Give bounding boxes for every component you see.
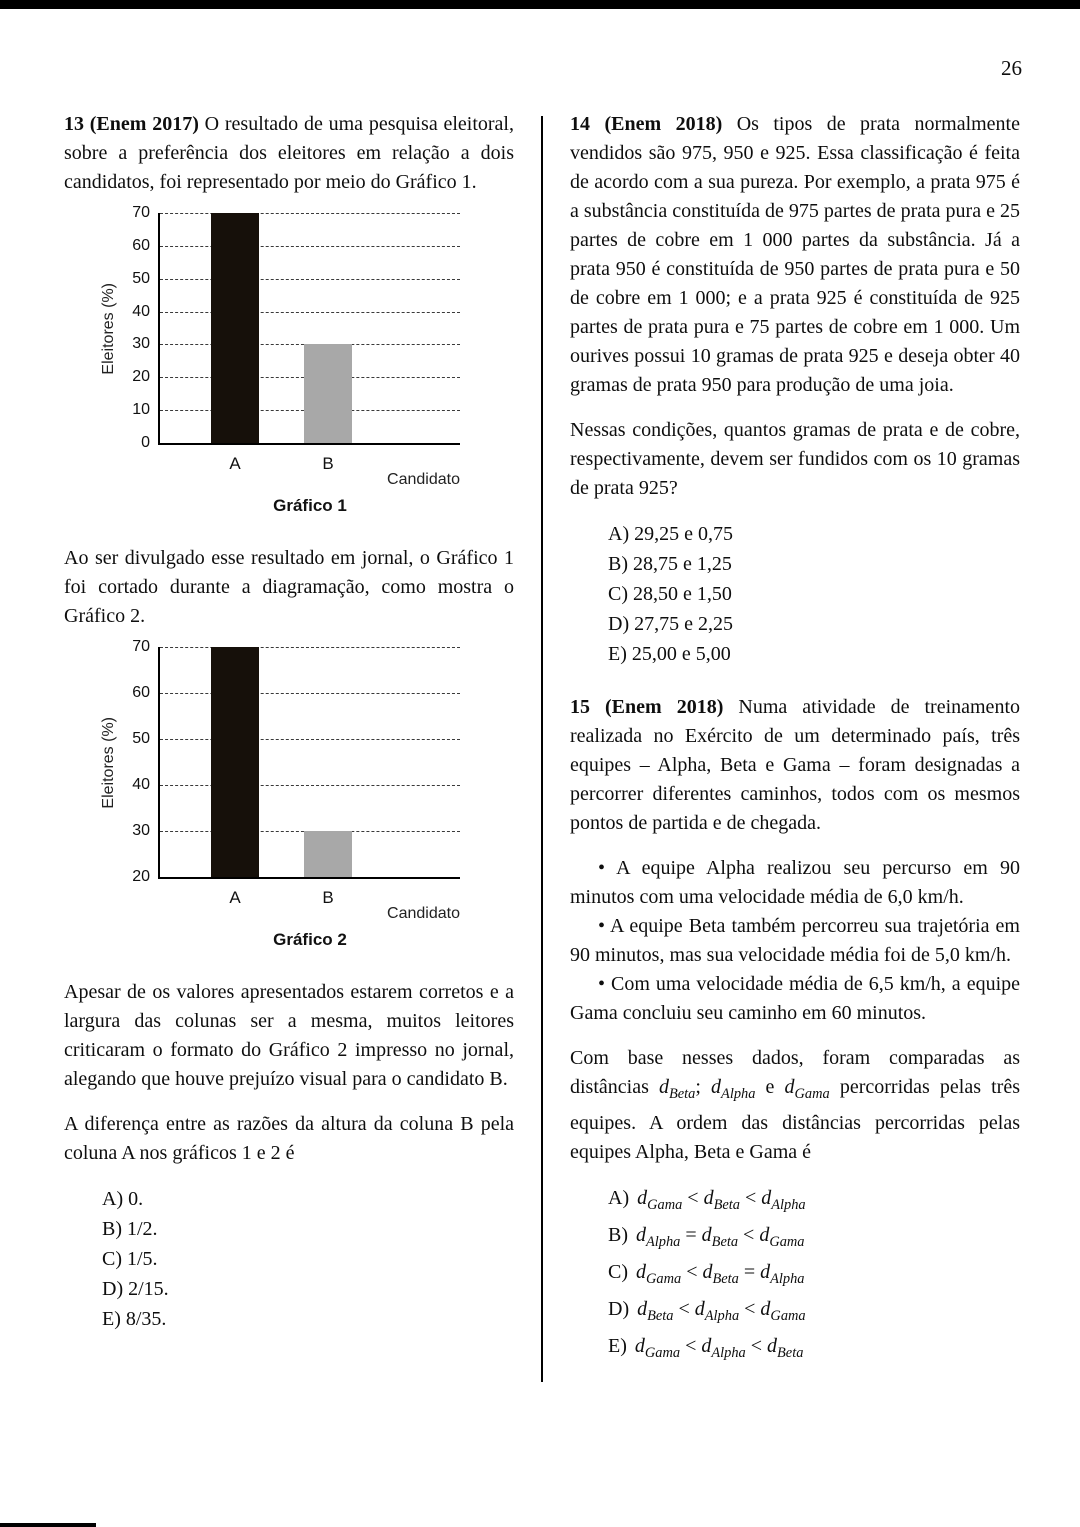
chart-plot-area xyxy=(158,647,460,879)
math-subscript: Beta xyxy=(713,1197,740,1213)
bullet-gama: • Com uma velocidade média de 6,5 km/h, a equipe Gama concluiu seu caminho em 60 minutos. xyxy=(570,973,1020,1024)
y-axis-label xyxy=(94,647,122,879)
question-15-bullets xyxy=(570,854,1020,1028)
question-13-para4: A diferença entre as razões da altura da coluna B pela coluna A nos gráficos 1 e 2 é xyxy=(64,1113,514,1164)
chart-caption: Gráfico 2 xyxy=(273,930,347,949)
option-14-a: A) 29,25 e 0,75 xyxy=(608,523,733,545)
math-variable: $d_{Alpha}$ xyxy=(636,1224,681,1250)
math-variable: $d_{Alpha}$ xyxy=(701,1335,746,1361)
question-15-options xyxy=(608,1183,1020,1368)
grafico-1-chart xyxy=(94,204,462,520)
math-subscript: Beta xyxy=(712,1271,739,1287)
option-15-a xyxy=(608,1183,1020,1220)
math-variable: $d_{Gama}$ xyxy=(634,1335,681,1361)
math-variable: $d_{Beta}$ xyxy=(702,1261,739,1287)
math-variable: $d_{Alpha}$ xyxy=(694,1298,740,1324)
math-subscript: Alpha xyxy=(771,1197,806,1213)
chart-plot-area xyxy=(158,213,460,445)
y-tick-label: 60 xyxy=(132,684,150,701)
math-subscript: Gama xyxy=(769,1234,805,1250)
chart-body xyxy=(94,638,462,885)
bullet-alpha: • A equipe Alpha realizou seu percurso em 90 minutos com uma velocidade média de 6,0 km/h. xyxy=(570,857,1020,908)
left-column xyxy=(64,110,514,1392)
y-tick-label: 60 xyxy=(132,236,150,254)
option-letter: E) xyxy=(608,1335,627,1357)
option-15-b xyxy=(608,1220,1020,1257)
math-variable: $d_{Alpha}$ xyxy=(760,1261,805,1287)
question-15-intro: 15 (Enem 2018) Numa atividade de treinamento realizada no Exército de um determinado país, três equipes – Alpha, Beta e Gama – foram designadas a percorrer diferentes caminhos, todos com os mesmos pontos de partida e de chegada. xyxy=(570,696,1020,834)
y-tick-label: 20 xyxy=(132,368,150,386)
gridline xyxy=(160,213,460,214)
option-math: $d_{Beta} < d_{Alpha} < d_{Gama}$ xyxy=(637,1298,806,1324)
page-number: 26 xyxy=(1001,56,1022,80)
option-15-c xyxy=(608,1257,1020,1294)
math-variable: $d_{Gama}$ xyxy=(784,1076,830,1102)
option-letter: B) xyxy=(608,1224,628,1246)
math-subscript: Beta xyxy=(647,1308,674,1324)
question-15-label: 15 (Enem 2018) xyxy=(570,696,724,718)
math-variable: $d_{Beta}$ xyxy=(658,1076,696,1102)
math-subscript: Alpha xyxy=(646,1234,681,1250)
math-subscript: Alpha xyxy=(704,1308,740,1324)
question-13-para2: Ao ser divulgado esse resultado em jornal, o Gráfico 1 foi cortado durante a diagramação, como mostra o Gráfico 2. xyxy=(64,547,514,627)
math-variable: $d_{Beta}$ xyxy=(637,1298,674,1324)
y-tick-label: 10 xyxy=(132,401,150,419)
y-axis-ticks xyxy=(122,638,158,885)
option-14-c: C) 28,50 e 1,50 xyxy=(608,583,732,605)
y-tick-label: 50 xyxy=(132,269,150,287)
x-category-label: A xyxy=(229,888,241,907)
y-axis-label-text: Eleitores (%) xyxy=(99,283,117,375)
y-tick-label: 0 xyxy=(141,434,150,451)
option-15-e xyxy=(608,1331,1020,1368)
question-13-para3: Apesar de os valores apresentados estarem corretos e a largura das colunas ser a mesma, muitos leitores criticaram o formato do Gráfico 2 impresso no jornal, alegando que houve prejuízo visual para o candidato B. xyxy=(64,981,514,1090)
x-axis-row xyxy=(160,445,460,489)
math-variable: $d_{Alpha}$ xyxy=(711,1076,756,1102)
question-14-question: Nessas condições, quantos gramas de prata e de cobre, respectivamente, devem ser fundidos com os 10 gramas de prata 925? xyxy=(570,419,1020,499)
page-top-edge xyxy=(0,0,1080,9)
gridline xyxy=(160,739,460,740)
option-letter: D) xyxy=(608,1298,630,1320)
option-13-d: D) 2/15. xyxy=(102,1278,169,1300)
option-14-d: D) 27,75 e 2,25 xyxy=(608,613,733,635)
page-bottom-edge xyxy=(0,1523,96,1527)
gridline xyxy=(160,246,460,247)
math-subscript: Gama xyxy=(644,1345,681,1361)
math-variable: $d_{Gama}$ xyxy=(637,1187,683,1213)
question-13-label: 13 (Enem 2017) xyxy=(64,113,199,135)
chart-body xyxy=(94,204,462,451)
option-math: $d_{Alpha} = d_{Beta} < d_{Gama}$ xyxy=(636,1224,805,1250)
y-axis-label xyxy=(94,213,122,445)
x-axis-row xyxy=(160,879,460,923)
y-axis-label-text: Eleitores (%) xyxy=(99,717,117,809)
column-divider xyxy=(541,116,543,1382)
option-13-b: B) 1/2. xyxy=(102,1218,158,1240)
x-axis-label: Candidato xyxy=(387,905,460,922)
option-letter: C) xyxy=(608,1261,628,1283)
bullet-beta: • A equipe Beta também percorreu sua trajetória em 90 minutos, mas sua velocidade média foi de 5,0 km/h. xyxy=(570,915,1020,966)
gridline xyxy=(160,279,460,280)
bar-candidate-b xyxy=(304,831,352,877)
gridline xyxy=(160,647,460,648)
question-14-label: 14 (Enem 2018) xyxy=(570,113,723,135)
math-variable: $d_{Gama}$ xyxy=(759,1224,805,1250)
math-subscript: Gama xyxy=(794,1086,830,1102)
option-13-a: A) 0. xyxy=(102,1188,144,1210)
question-14-options xyxy=(608,519,1020,669)
option-13-e: E) 8/35. xyxy=(102,1308,167,1330)
option-math: $d_{Gama} < d_{Alpha} < d_{Beta}$ xyxy=(634,1335,804,1361)
y-tick-label: 30 xyxy=(132,335,150,353)
y-tick-label: 70 xyxy=(132,638,150,655)
math-subscript: Beta xyxy=(668,1086,696,1102)
gridline xyxy=(160,785,460,786)
option-14-e: E) 25,00 e 5,00 xyxy=(608,643,731,665)
option-math: $d_{Gama} < d_{Beta} < d_{Alpha}$ xyxy=(637,1187,806,1213)
option-math: $d_{Gama} < d_{Beta} = d_{Alpha}$ xyxy=(636,1261,805,1287)
right-column xyxy=(570,110,1020,1392)
gridline xyxy=(160,312,460,313)
math-variable: $d_{Beta}$ xyxy=(767,1335,804,1361)
y-tick-label: 20 xyxy=(132,868,150,885)
question-15-question: Com base nesses dados, foram comparadas as distâncias $d_{Beta}$; $d_{Alpha}$ e $d_{Gama}$ percorridas pelas três equipes. A ordem das distâncias percorridas pelas equipes Alpha, Beta e Gama é xyxy=(570,1047,1020,1163)
math-subscript: Gama xyxy=(770,1308,806,1324)
grafico-2-chart xyxy=(94,638,462,954)
option-14-b: B) 28,75 e 1,25 xyxy=(608,553,732,575)
question-13-intro: 13 (Enem 2017) O resultado de uma pesquisa eleitoral, sobre a preferência dos eleitores em relação a dois candidatos, foi representado por meio do Gráfico 1. xyxy=(64,113,514,193)
math-subscript: Gama xyxy=(647,1197,683,1213)
option-13-c: C) 1/5. xyxy=(102,1248,158,1270)
bar-candidate-a xyxy=(211,213,259,443)
y-tick-label: 30 xyxy=(132,822,150,839)
y-tick-label: 70 xyxy=(132,204,150,221)
math-variable: $d_{Beta}$ xyxy=(701,1224,739,1250)
x-category-label: B xyxy=(322,888,334,907)
y-tick-label: 40 xyxy=(132,776,150,793)
math-variable: $d_{Beta}$ xyxy=(703,1187,740,1213)
math-subscript: Beta xyxy=(777,1345,804,1361)
math-variable: $d_{Gama}$ xyxy=(760,1298,806,1324)
math-variable: $d_{Gama}$ xyxy=(636,1261,682,1287)
x-category-label: A xyxy=(229,454,241,473)
bar-candidate-b xyxy=(304,344,352,443)
x-category-label: B xyxy=(322,454,334,473)
x-axis-label: Candidato xyxy=(387,471,460,488)
y-tick-label: 50 xyxy=(132,730,150,747)
chart-caption: Gráfico 1 xyxy=(273,496,347,515)
question-13-options xyxy=(102,1184,514,1334)
option-letter: A) xyxy=(608,1187,630,1209)
question-14-intro: 14 (Enem 2018) Os tipos de prata normalmente vendidos são 975, 950 e 925. Essa classificação é feita de acordo com a sua pureza. Por exemplo, a prata 975 é a substância constituída de 975 partes de prata pura e 25 partes de cobre em 1 000 partes da substância. Já a prata 950 é constituída de 950 partes de prata pura e 50 de cobre em 1 000; e a prata 925 é constituída de 925 partes de prata pura e 75 partes de cobre em 1 000. Um ourives possui 10 gramas de prata 925 e deseja obter 40 gramas de prata 950 para produção de uma joia. xyxy=(570,113,1020,396)
gridline xyxy=(160,693,460,694)
math-subscript: Alpha xyxy=(721,1086,756,1102)
math-variable: $d_{Alpha}$ xyxy=(761,1187,806,1213)
math-subscript: Alpha xyxy=(711,1345,746,1361)
y-axis-ticks xyxy=(122,204,158,451)
math-subscript: Alpha xyxy=(770,1271,805,1287)
math-subscript: Gama xyxy=(646,1271,682,1287)
bar-candidate-a xyxy=(211,647,259,877)
math-subscript: Beta xyxy=(711,1234,739,1250)
option-15-d xyxy=(608,1294,1020,1331)
y-tick-label: 40 xyxy=(132,302,150,320)
